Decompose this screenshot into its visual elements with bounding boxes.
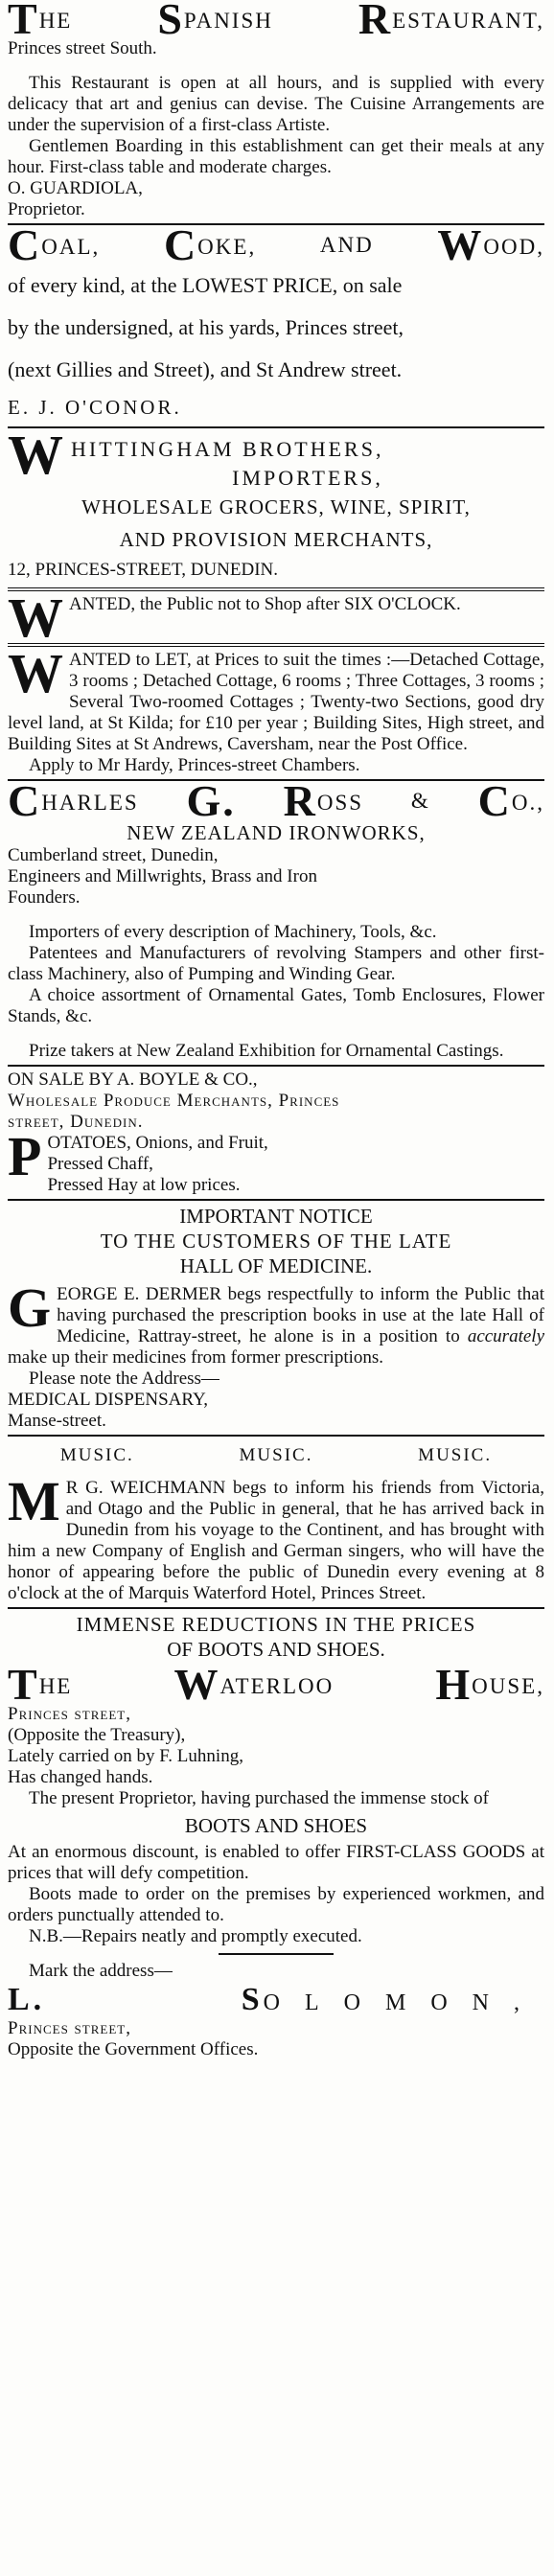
music-text: R G. WEICHMANN begs to inform his friends from Victoria, and Otago and the Public in general, that he has arrived back in Dunedin from his voyage to the Continent, and has brought with him a new Company of English and German singers, who will have the honor of appearing before the public of Dunedin every evening at 8 o'clock at the of Marquis Waterford Hotel, Princes Street.: [8, 1478, 544, 1603]
music-ad: [8, 1439, 544, 1604]
ross-para-3: A choice assortment of Ornamental Gates, Tomb Enclosures, Flower Stands, &c.: [8, 985, 544, 1026]
boyle-items: [8, 1125, 544, 1196]
whittingham-title: W HITTINGHAM BROTHERS,: [8, 431, 384, 486]
waterloo-addr-2: Opposite the Government Offices.: [8, 2039, 259, 2059]
divider: [8, 426, 544, 428]
waterloo-line-1: Princes street,: [8, 1704, 131, 1724]
notice-title-2: TO THE CUSTOMERS OF THE LATE: [100, 1230, 452, 1253]
wanted-let-apply: Apply to Mr Hardy, Princes-street Chambers.: [29, 755, 360, 775]
coal-signature: E. J. O'CONOR.: [8, 396, 182, 419]
boyle-item-1: OTATOES, Onions, and Fruit,: [47, 1133, 268, 1153]
music-headings: MUSIC. MUSIC. MUSIC.: [59, 1445, 493, 1465]
divider: [8, 223, 544, 225]
wanted-shop-initial: W: [8, 594, 63, 640]
ross-para-1: Importers of every description of Machinery, Tools, &c.: [29, 922, 437, 942]
short-divider: [219, 1953, 334, 1955]
wanted-shop-ad: [8, 594, 544, 640]
waterloo-head-1: IMMENSE REDUCTIONS IN THE PRICES: [76, 1613, 476, 1636]
boyle-initial: P: [8, 1125, 42, 1187]
ross-line-2: Cumberland street, Dunedin,: [8, 845, 219, 865]
coal-title: COAL, COKE, AND WOOD,: [8, 228, 544, 269]
wanted-let-initial: W: [8, 650, 63, 704]
divider: [8, 1607, 544, 1609]
whittingham-line-1: IMPORTERS,: [232, 466, 383, 490]
spanish-signature: O. GUARDIOLA,: [8, 178, 143, 198]
divider: [8, 779, 544, 781]
music-initial: M: [8, 1470, 60, 1532]
waterloo-boots: BOOTS AND SHOES: [184, 1814, 368, 1837]
spanish-para-1: This Restaurant is open at all hours, and is supplied with every delicacy that art and genius can devise. The Cuisine Arrangements are under the supervision of a first-class Artiste.: [8, 73, 544, 135]
waterloo-addr-1: Princes street,: [8, 2018, 131, 2038]
boyle-item-3: Pressed Hay at low prices.: [47, 1175, 241, 1195]
notice-initial: G: [8, 1276, 52, 1339]
coal-line-1: of every kind, at the LOWEST PRICE, on sale: [8, 273, 403, 297]
divider: [8, 1435, 544, 1437]
waterloo-para-1: The present Proprietor, having purchased the immense stock of: [29, 1788, 489, 1808]
whittingham-line-3: AND PROVISION MERCHANTS,: [119, 528, 433, 551]
coal-line-2: by the undersigned, at his yards, Princes street,: [8, 315, 404, 339]
ross-line-3: Engineers and Millwrights, Brass and Iron: [8, 866, 317, 886]
notice-address-1: MEDICAL DISPENSARY,: [8, 1390, 209, 1410]
notice-note: Please note the Address—: [29, 1368, 219, 1389]
waterloo-name: L. SOLOMON,: [8, 1982, 544, 2017]
wanted-let-ad: [8, 650, 544, 776]
waterloo-title: THE WATERLOO HOUSE,: [8, 1660, 544, 1709]
divider: [8, 1065, 544, 1067]
notice-address-2: Manse-street.: [8, 1411, 106, 1431]
notice-title-1: IMPORTANT NOTICE: [179, 1205, 373, 1228]
waterloo-para-2: At an enormous discount, is enabled to offer FIRST-CLASS GOODS at prices that will defy competition.: [8, 1842, 544, 1883]
spanish-signature-title: Proprietor.: [8, 199, 85, 219]
ross-line-4: Founders.: [8, 887, 81, 908]
ross-para-2: Patentees and Manufacturers of revolving Stampers and other first-class Machinery, also of Pumping and Winding Gear.: [8, 943, 544, 984]
waterloo-head-2: OF BOOTS AND SHOES.: [167, 1638, 385, 1661]
waterloo-house-ad: [8, 1612, 544, 2060]
ross-line-1: NEW ZEALAND IRONWORKS,: [127, 821, 426, 844]
waterloo-para-4: N.B.—Repairs neatly and promptly executed.: [29, 1926, 362, 1946]
waterloo-line-2: (Opposite the Treasury),: [8, 1725, 186, 1745]
coal-line-3: (next Gillies and Street), and St Andrew street.: [8, 357, 403, 381]
boyle-line-3: street, Dunedin.: [8, 1112, 144, 1132]
wanted-let-text: ANTED to LET, at Prices to suit the times :—Detached Cottage, 3 rooms ; Detached Cottage, 6 rooms ; Three Cottages, 3 rooms ; Several Two-roomed Cottages ; Twenty-two Sections, good dry level land, at St Kilda; for £10 per year ; Building Sites, High street, and Building Sites at St Andrews, Caversham, near the Post Office.: [8, 650, 544, 754]
boyle-ad: [8, 1070, 544, 1196]
ross-title: CHARLES G. ROSS & CO.,: [8, 784, 544, 825]
spanish-location: Princes street South.: [8, 38, 157, 58]
whittingham-address: 12, PRINCES-STREET, DUNEDIN.: [8, 560, 279, 580]
boyle-item-2: Pressed Chaff,: [47, 1154, 153, 1174]
notice-title-3: HALL OF MEDICINE.: [179, 1254, 373, 1277]
waterloo-para-3: Boots made to order on the premises by experienced workmen, and orders punctually attended to.: [8, 1884, 544, 1925]
whittingham-line-2: WHOLESALE GROCERS, WINE, SPIRIT,: [81, 495, 471, 518]
boyle-line-1: ON SALE BY A. BOYLE & CO.,: [8, 1070, 258, 1090]
waterloo-line-3: Lately carried on by F. Luhning,: [8, 1746, 243, 1766]
coal-ad: [8, 228, 544, 424]
hall-of-medicine-ad: [8, 1204, 544, 1432]
whittingham-ad: [8, 431, 544, 585]
ross-ad: [8, 784, 544, 1062]
divider: [8, 643, 544, 647]
waterloo-mark: Mark the address—: [29, 1961, 173, 1981]
ross-para-4: Prize takers at New Zealand Exhibition for Ornamental Castings.: [29, 1041, 504, 1061]
divider: [8, 587, 544, 591]
divider: [8, 1199, 544, 1201]
notice-body: G EORGE E. DERMER begs respectfully to inform the Public that having purchased the prescription books in use at the late Hall of Medicine, Rattray-street, he alone is in a position to accurately make up their medicines from former prescriptions.: [8, 1276, 544, 1368]
spanish-para-2: Gentlemen Boarding in this establishment can get their meals at any hour. First-class table and moderate charges.: [8, 136, 544, 177]
wanted-shop-text: ANTED, the Public not to Shop after SIX O'CLOCK.: [69, 594, 461, 614]
spanish-restaurant-ad: [8, 2, 544, 220]
boyle-line-2: Wholesale Produce Merchants, Princes: [8, 1091, 340, 1111]
spanish-restaurant-title: THE SPANISH RESTAURANT,: [8, 2, 544, 43]
waterloo-line-4: Has changed hands.: [8, 1767, 153, 1787]
